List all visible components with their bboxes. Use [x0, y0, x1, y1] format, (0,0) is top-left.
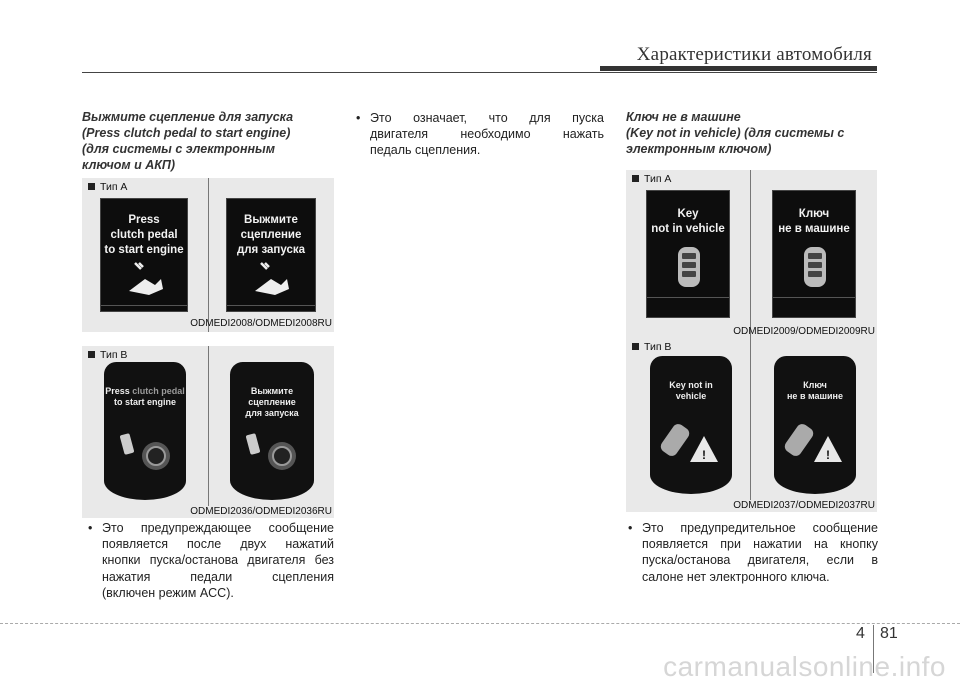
footer-divider [0, 623, 960, 624]
display-screen-en: Key not in vehicle [646, 190, 730, 318]
clutch-button-icon [118, 430, 178, 474]
figure-divider [208, 178, 209, 332]
figure-type-label: Тип B [632, 341, 671, 353]
key-warning-icon [660, 418, 722, 468]
figure-caption: ODMEDI2008/ODMEDI2008RU [190, 318, 332, 329]
figure-divider [208, 346, 209, 506]
clutch-pedal-icon [125, 261, 165, 297]
watermark: carmanualsonline.info [663, 651, 946, 682]
section-heading-clutch [82, 109, 293, 173]
heading-line: электронным ключом) [626, 142, 772, 156]
section-heading-key [626, 109, 844, 157]
paragraph-clutch-meaning: Это означает, что для пуска двигателя необходимо нажать педаль сцепления. [370, 111, 604, 158]
clutch-button-icon [244, 430, 304, 474]
square-bullet-icon [632, 343, 639, 350]
figure-caption: ODMEDI2009/ODMEDI2009RU [733, 326, 875, 337]
bullet-marker: • [628, 521, 633, 535]
square-bullet-icon [88, 183, 95, 190]
square-bullet-icon [632, 175, 639, 182]
heading-line: (Press clutch pedal to start engine) [82, 126, 291, 140]
paragraph-clutch-warning: Это предупреждающее сообщение появляется после двух нажатий кнопки пуска/останова двигателя без нажатия педали сцепления (включен режим ACC). [102, 521, 334, 600]
figure-type-label: Тип A [88, 181, 127, 193]
key-fob-icon [675, 245, 703, 289]
figure-clutch-type-a [82, 178, 334, 332]
figure-caption: ODMEDI2036/ODMEDI2036RU [190, 506, 332, 517]
page-number: 81 [880, 625, 898, 642]
heading-line: Выжмите сцепление для запуска [82, 110, 294, 124]
heading-line: (для системы с электронным [82, 142, 275, 156]
heading-line: Ключ не в машине [626, 110, 741, 124]
heading-line: ключом и АКП) [82, 158, 176, 172]
key-fob-icon [801, 245, 829, 289]
square-bullet-icon [88, 351, 95, 358]
header-rule [82, 72, 877, 73]
clutch-pedal-icon [251, 261, 291, 297]
svg-text:!: ! [702, 448, 706, 462]
svg-text:!: ! [826, 448, 830, 462]
display-screen-en: Key not in vehicle ! [650, 356, 732, 494]
figure-divider [750, 338, 751, 500]
figure-key-type-b [626, 338, 877, 512]
header-rule-accent [600, 66, 877, 71]
figure-divider [750, 170, 751, 338]
display-screen-ru: Выжмите сцепление для запуска [226, 198, 316, 312]
chapter-number: 4 [856, 625, 865, 642]
figure-key-type-a [626, 170, 877, 338]
key-warning-icon [784, 418, 846, 468]
display-screen-en: Press clutch pedal to start engine [100, 198, 188, 312]
display-screen-ru: Выжмите сцепление для запуска [230, 362, 314, 500]
display-screen-ru: Ключ не в машине [772, 190, 856, 318]
figure-type-label: Тип A [632, 173, 671, 185]
display-screen-en: Press clutch pedal to start engine [104, 362, 186, 500]
bullet-marker: • [356, 111, 361, 125]
figure-clutch-type-b [82, 346, 334, 518]
display-screen-ru: Ключ не в машине ! [774, 356, 856, 494]
figure-caption: ODMEDI2037/ODMEDI2037RU [733, 500, 875, 511]
heading-line: (Key not in vehicle) (для системы с [626, 126, 845, 140]
paragraph-key-warning: Это предупредительное сообщение появляется при нажатии на кнопку пуска/останова двигателя, если в салоне нет электронного ключа. [642, 521, 878, 584]
page-header-title: Характеристики автомобиля [636, 44, 872, 65]
figure-type-label: Тип B [88, 349, 127, 361]
bullet-marker: • [88, 521, 93, 535]
